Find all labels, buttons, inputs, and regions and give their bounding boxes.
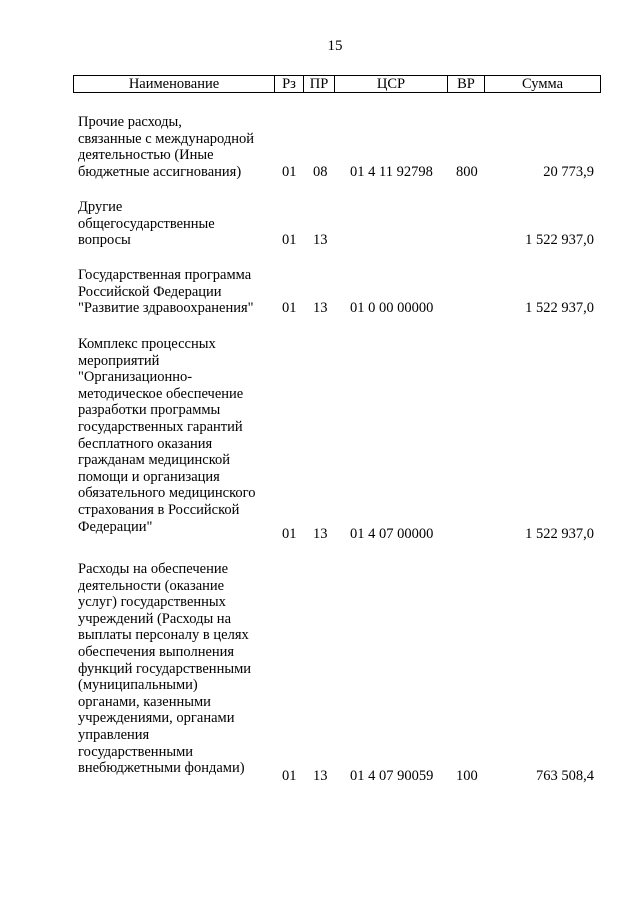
table-row (0, 114, 640, 181)
row-pr: 13 (313, 768, 328, 785)
row-sum: 1 522 937,0 (525, 300, 594, 317)
header-pr: ПР (304, 76, 335, 92)
table-row (0, 561, 640, 785)
row-vr: 100 (456, 768, 478, 785)
row-name: Другие общегосударственные вопросы (78, 199, 215, 249)
row-pr: 08 (313, 164, 328, 181)
header-csr: ЦСР (335, 76, 448, 92)
row-pr: 13 (313, 526, 328, 543)
page-number: 15 (327, 38, 343, 54)
row-sum: 1 522 937,0 (525, 526, 594, 543)
row-sum: 1 522 937,0 (525, 232, 594, 249)
header-name: Наименование (74, 76, 275, 92)
row-rz: 01 (282, 300, 297, 317)
row-sum: 20 773,9 (543, 164, 594, 181)
row-csr: 01 4 11 92798 (350, 164, 433, 181)
row-csr: 01 4 07 00000 (350, 526, 434, 543)
table-row (0, 199, 640, 249)
row-rz: 01 (282, 164, 297, 181)
row-pr: 13 (313, 232, 328, 249)
row-name: Комплекс процессных мероприятий "Организационно- методическое обеспечение разработки программы государственных гарантий бесплатного оказания гражданам медицинской помощи и организация обязательного медицинского страхования в Российской Федерации" (78, 336, 256, 535)
row-rz: 01 (282, 232, 297, 249)
row-pr: 13 (313, 300, 328, 317)
row-csr: 01 4 07 90059 (350, 768, 434, 785)
table-row (0, 336, 640, 543)
header-vr: ВР (448, 76, 485, 92)
row-csr: 01 0 00 00000 (350, 300, 434, 317)
row-name: Расходы на обеспечение деятельности (оказание услуг) государственных учреждений (Расходы на выплаты персоналу в целях обеспечения выполнения функций государственными (муниципальными) органами, казенными учреждениями, органами управления государственными внебюджетными фондами) (78, 561, 252, 777)
row-name: Прочие расходы, связанные с международной деятельностью (Иные бюджетные ассигнования) (78, 114, 254, 180)
row-sum: 763 508,4 (536, 768, 594, 785)
table-row (0, 267, 640, 317)
row-vr: 800 (456, 164, 478, 181)
row-name: Государственная программа Российской Федерации "Развитие здравоохранения" (78, 267, 254, 317)
table-header (73, 75, 601, 93)
header-sum: Сумма (521, 76, 564, 92)
header-rz: Рз (275, 76, 304, 92)
row-rz: 01 (282, 526, 297, 543)
row-rz: 01 (282, 768, 297, 785)
